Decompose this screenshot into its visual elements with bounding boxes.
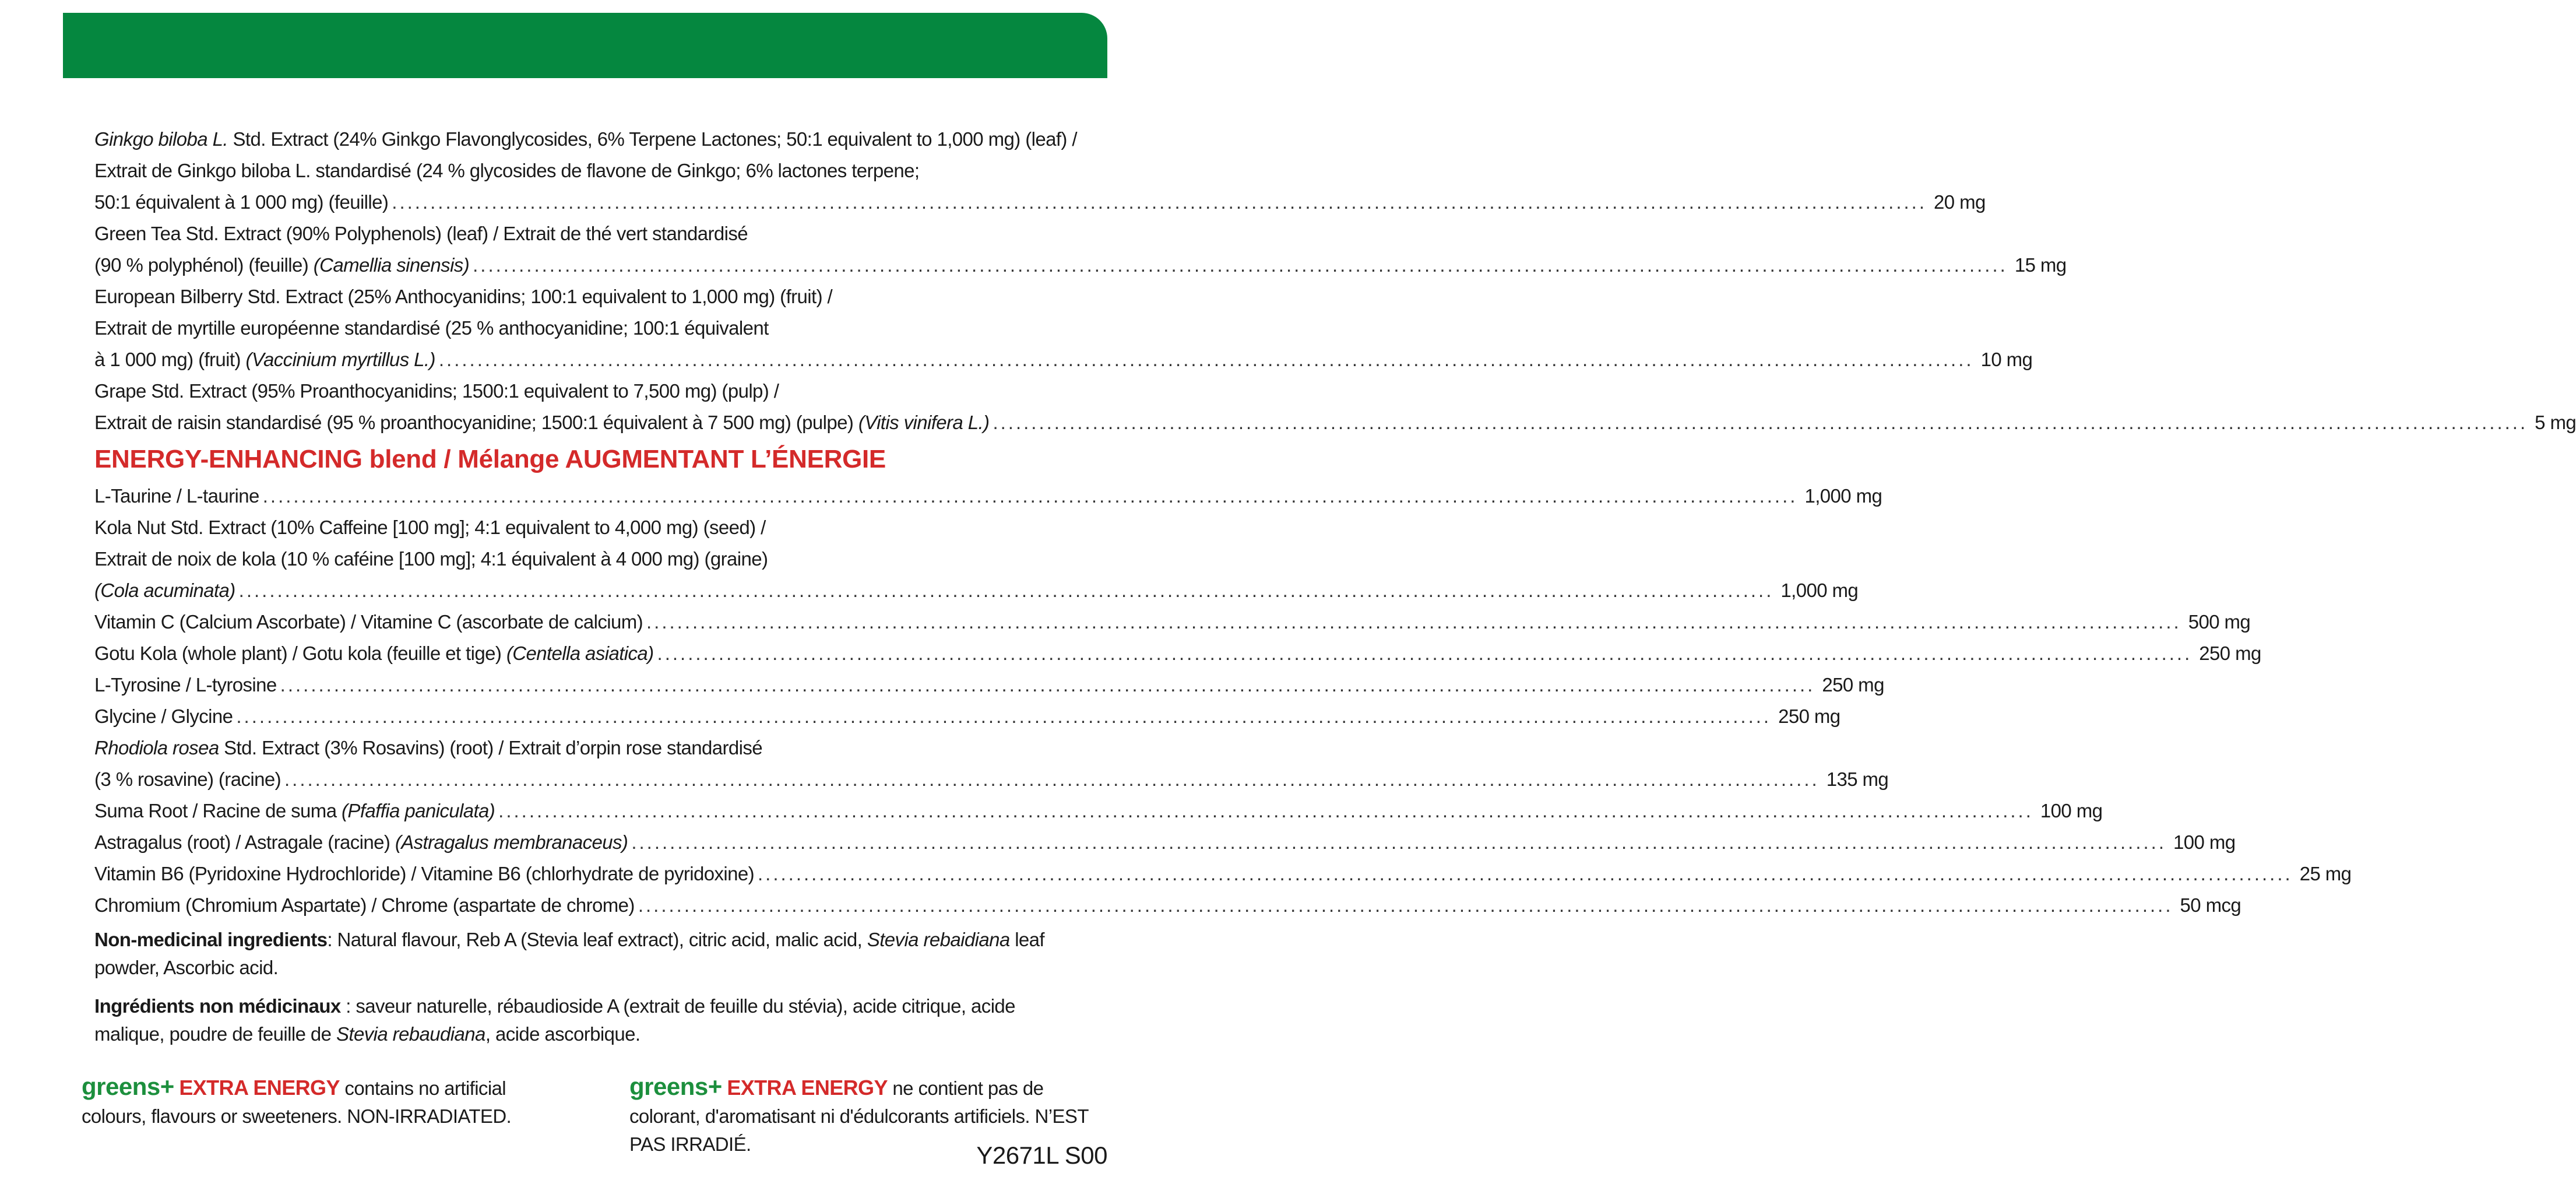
latin-name: (Cola acuminata) (94, 580, 235, 601)
text-segment: Suma Root / Racine de suma (94, 800, 342, 821)
text-segment: (90 % polyphénol) (feuille) (94, 254, 314, 276)
ingredient-line (94, 187, 1986, 218)
text-segment: (3 % rosavine) (racine) (94, 768, 281, 790)
text-segment: Gotu Kola (whole plant) / Gotu kola (feuille et tige) (94, 642, 506, 664)
ingredient-text (94, 317, 769, 339)
text-segment: L-Tyrosine / L-tyrosine (94, 674, 277, 696)
brand-logo-text: greens+ (82, 1073, 174, 1100)
latin-name: (Centella asiatica) (506, 642, 654, 664)
text-segment: European Bilberry Std. Extract (25% Anthocyanidins; 100:1 equivalent to 1,000 mg) (fruit) / (94, 286, 833, 307)
ingredient-item (94, 827, 2236, 858)
ingredient-text (94, 128, 1077, 150)
ingredient-text (94, 858, 754, 890)
ingredient-item (94, 701, 1840, 732)
non-medicinal-en-text2: leaf powder, Ascorbic acid. (94, 929, 1044, 978)
ingredient-text (94, 737, 762, 758)
ingredient-amount: 250 mg (1778, 705, 1840, 727)
ingredient-amount: 250 mg (1822, 674, 1884, 696)
ingredient-line (94, 858, 2352, 890)
ingredient-line (94, 732, 1090, 764)
ingredient-text (94, 827, 628, 858)
ingredient-line (94, 701, 1840, 732)
ingredient-line (94, 638, 2261, 669)
dot-leader: ........................................................................................................................................................................................................ (657, 642, 2193, 664)
ingredient-line (94, 669, 1884, 701)
latin-name: (Astragalus membranaceus) (395, 831, 628, 853)
ingredient-line (94, 218, 1090, 250)
ingredient-line (94, 250, 2067, 281)
text-segment: Green Tea Std. Extract (90% Polyphenols) (leaf) / Extrait de thé vert standardisé (94, 223, 748, 244)
footer-statement-en (82, 1073, 559, 1158)
ingredient-line (94, 407, 2576, 438)
dot-leader: ........................................................................................................................................................................................................ (638, 894, 2173, 916)
non-medicinal-fr-label: Ingrédients non médicinaux (94, 995, 341, 1017)
dot-leader: ........................................................................................................................................................................................................ (758, 863, 2293, 884)
non-medicinal-fr-italic: Stevia rebaudiana (336, 1023, 485, 1045)
ingredient-text (94, 380, 779, 402)
ingredient-line (94, 764, 1889, 795)
non-medicinal-en-label: Non-medicinal ingredients (94, 929, 328, 950)
ingredient-amount: 10 mg (1980, 349, 2033, 370)
non-medicinal-fr (94, 992, 1090, 1048)
text-segment: Vitamin C (Calcium Ascorbate) / Vitamine C (ascorbate de calcium) (94, 611, 643, 633)
ingredient-line (94, 512, 1090, 543)
dot-leader: ........................................................................................................................................................................................................ (392, 191, 1927, 213)
non-medicinal-en-text1: : Natural flavour, Reb A (Stevia leaf extract), citric acid, malic acid, (327, 929, 867, 950)
non-medicinal-en (94, 926, 1090, 982)
footer-statements (82, 1073, 1107, 1158)
dot-leader: ........................................................................................................................................................................................................ (284, 768, 1820, 790)
ingredient-line (94, 480, 1882, 512)
ingredient-amount: 100 mg (2173, 831, 2236, 853)
ingredient-text (94, 764, 281, 795)
product-name: EXTRA ENERGY (179, 1076, 340, 1100)
ingredient-line (94, 281, 1090, 312)
latin-name: (Vaccinium myrtillus L.) (245, 349, 435, 370)
latin-name: Rhodiola rosea (94, 737, 219, 758)
ingredient-text (94, 344, 435, 375)
ingredient-line (94, 543, 1090, 575)
ingredient-amount: 100 mg (2040, 800, 2103, 821)
latin-name: (Pfaffia paniculata) (342, 800, 495, 821)
label-code: Y2671L S00 (976, 1142, 1107, 1169)
ingredient-item (94, 732, 1889, 795)
ingredient-item (94, 124, 1986, 218)
dot-leader: ........................................................................................................................................................................................................ (993, 412, 2528, 433)
ingredient-item (94, 281, 2033, 375)
text-segment: Extrait de Ginkgo biloba L. standardisé (24 % glycosides de flavone de Ginkgo; 6% lactones terpene; (94, 160, 920, 181)
ingredient-line (94, 375, 1090, 407)
latin-name: Ginkgo biloba L. (94, 128, 228, 150)
ingredient-text (94, 187, 388, 218)
text-segment: Chromium (Chromium Aspartate) / Chrome (aspartate de chrome) (94, 894, 635, 916)
ingredient-text (94, 407, 989, 438)
dot-leader: ........................................................................................................................................................................................................ (262, 485, 1798, 507)
dot-leader: ........................................................................................................................................................................................................ (631, 831, 2167, 853)
ingredient-amount: 135 mg (1826, 768, 1889, 790)
ingredient-amount: 250 mg (2199, 642, 2261, 664)
dot-leader: ........................................................................................................................................................................................................ (646, 611, 2181, 633)
ingredient-text (94, 548, 768, 570)
text-segment: Grape Std. Extract (95% Proanthocyanidins; 1500:1 equivalent to 7,500 mg) (pulp) / (94, 380, 779, 402)
ingredient-amount: 5 mg (2535, 412, 2576, 433)
ingredient-text (94, 250, 469, 281)
ingredient-line (94, 795, 2103, 827)
ingredient-text (94, 638, 654, 669)
ingredient-amount: 50 mcg (2180, 894, 2241, 916)
non-medicinal-fr-text1: : saveur naturelle, rébaudioside A (extrait de feuille du stévia), acide citrique, acide malique, poudre de feuille de (94, 995, 1015, 1045)
text-segment: Glycine / Glycine (94, 705, 233, 727)
ingredient-text (94, 795, 495, 827)
text-segment: Kola Nut Std. Extract (10% Caffeine [100 mg]; 4:1 equivalent to 4,000 mg) (seed) / (94, 517, 766, 538)
ingredient-text (94, 669, 277, 701)
ingredient-line (94, 312, 1090, 344)
brand-logo-text: greens+ (629, 1073, 722, 1100)
text-segment: 50:1 équivalent à 1 000 mg) (feuille) (94, 191, 389, 213)
ingredient-line (94, 606, 2251, 638)
ingredients-panel (94, 124, 2576, 1048)
dot-leader: ........................................................................................................................................................................................................ (438, 349, 1974, 370)
ingredient-list-energy (94, 480, 2352, 921)
latin-name: (Vitis vinifera L.) (858, 412, 990, 433)
ingredient-item (94, 480, 1882, 512)
ingredient-item (94, 890, 2241, 921)
text-segment: Std. Extract (24% Ginkgo Flavonglycosides, 6% Terpene Lactones; 50:1 equivalent to 1,000 mg) (leaf) / (227, 128, 1077, 150)
ingredient-line (94, 344, 2033, 375)
ingredient-amount: 25 mg (2299, 863, 2352, 884)
footer-fr-text: ne contient pas de colorant, d'aromatisant ni d'édulcorants artificiels. N’EST PAS IRRADIÉ. (629, 1077, 1089, 1155)
ingredient-line (94, 155, 1090, 187)
ingredient-text (94, 517, 766, 538)
ingredient-amount: 15 mg (2014, 254, 2067, 276)
text-segment: Extrait de myrtille européenne standardisé (25 % anthocyanidine; 100:1 équivalent (94, 317, 769, 339)
ingredient-item (94, 218, 2067, 281)
ingredient-text (94, 701, 233, 732)
ingredient-text (94, 890, 635, 921)
ingredient-text (94, 575, 235, 606)
ingredient-item (94, 375, 2576, 438)
ingredient-line (94, 575, 1859, 606)
ingredient-amount: 500 mg (2188, 611, 2251, 633)
ingredient-text (94, 160, 919, 181)
dot-leader: ........................................................................................................................................................................................................ (498, 800, 2033, 821)
text-segment: à 1 000 mg) (fruit) (94, 349, 246, 370)
ingredient-item (94, 606, 2251, 638)
dot-leader: ........................................................................................................................................................................................................ (236, 705, 1772, 727)
product-name: EXTRA ENERGY (727, 1076, 888, 1100)
ingredient-line (94, 890, 2241, 921)
ingredient-item (94, 669, 1884, 701)
non-medicinal-en-italic: Stevia rebaidiana (867, 929, 1010, 950)
section-title-energy-blend: ENERGY-ENHANCING blend / Mélange AUGMENTANT L’ÉNERGIE (94, 445, 886, 473)
footer-en-text: contains no artificial colours, flavours or sweeteners. NON-IRRADIATED. (82, 1077, 512, 1127)
ingredient-amount: 1,000 mg (1804, 485, 1882, 507)
ingredient-list-primary (94, 124, 2576, 438)
dot-leader: ........................................................................................................................................................................................................ (473, 254, 2008, 276)
text-segment: Extrait de noix de kola (10 % caféine [100 mg]; 4:1 équivalent à 4 000 mg) (graine) (94, 548, 768, 570)
ingredient-item (94, 638, 2261, 669)
header-color-band (63, 13, 1107, 78)
text-segment: Vitamin B6 (Pyridoxine Hydrochloride) / Vitamine B6 (chlorhydrate de pyridoxine) (94, 863, 754, 884)
ingredient-line (94, 827, 2236, 858)
ingredient-text (94, 286, 832, 307)
ingredient-item (94, 795, 2103, 827)
ingredient-text (94, 606, 643, 638)
ingredient-item (94, 512, 1859, 606)
ingredient-amount: 20 mg (1934, 191, 1986, 213)
ingredient-text (94, 480, 259, 512)
latin-name: (Camellia sinensis) (313, 254, 470, 276)
dot-leader: ........................................................................................................................................................................................................ (238, 580, 1774, 601)
dot-leader: ........................................................................................................................................................................................................ (280, 674, 1815, 696)
ingredient-text (94, 223, 748, 244)
ingredient-amount: 1,000 mg (1780, 580, 1859, 601)
text-segment: Astragalus (root) / Astragale (racine) (94, 831, 395, 853)
ingredient-item (94, 858, 2352, 890)
non-medicinal-fr-text2: , acide ascorbique. (485, 1023, 641, 1045)
text-segment: Std. Extract (3% Rosavins) (root) / Extrait d’orpin rose standardisé (219, 737, 763, 758)
text-segment: Extrait de raisin standardisé (95 % proanthocyanidine; 1500:1 équivalent à 7 500 mg) (pulpe) (94, 412, 858, 433)
text-segment: L-Taurine / L-taurine (94, 485, 259, 507)
ingredient-line (94, 124, 1090, 155)
